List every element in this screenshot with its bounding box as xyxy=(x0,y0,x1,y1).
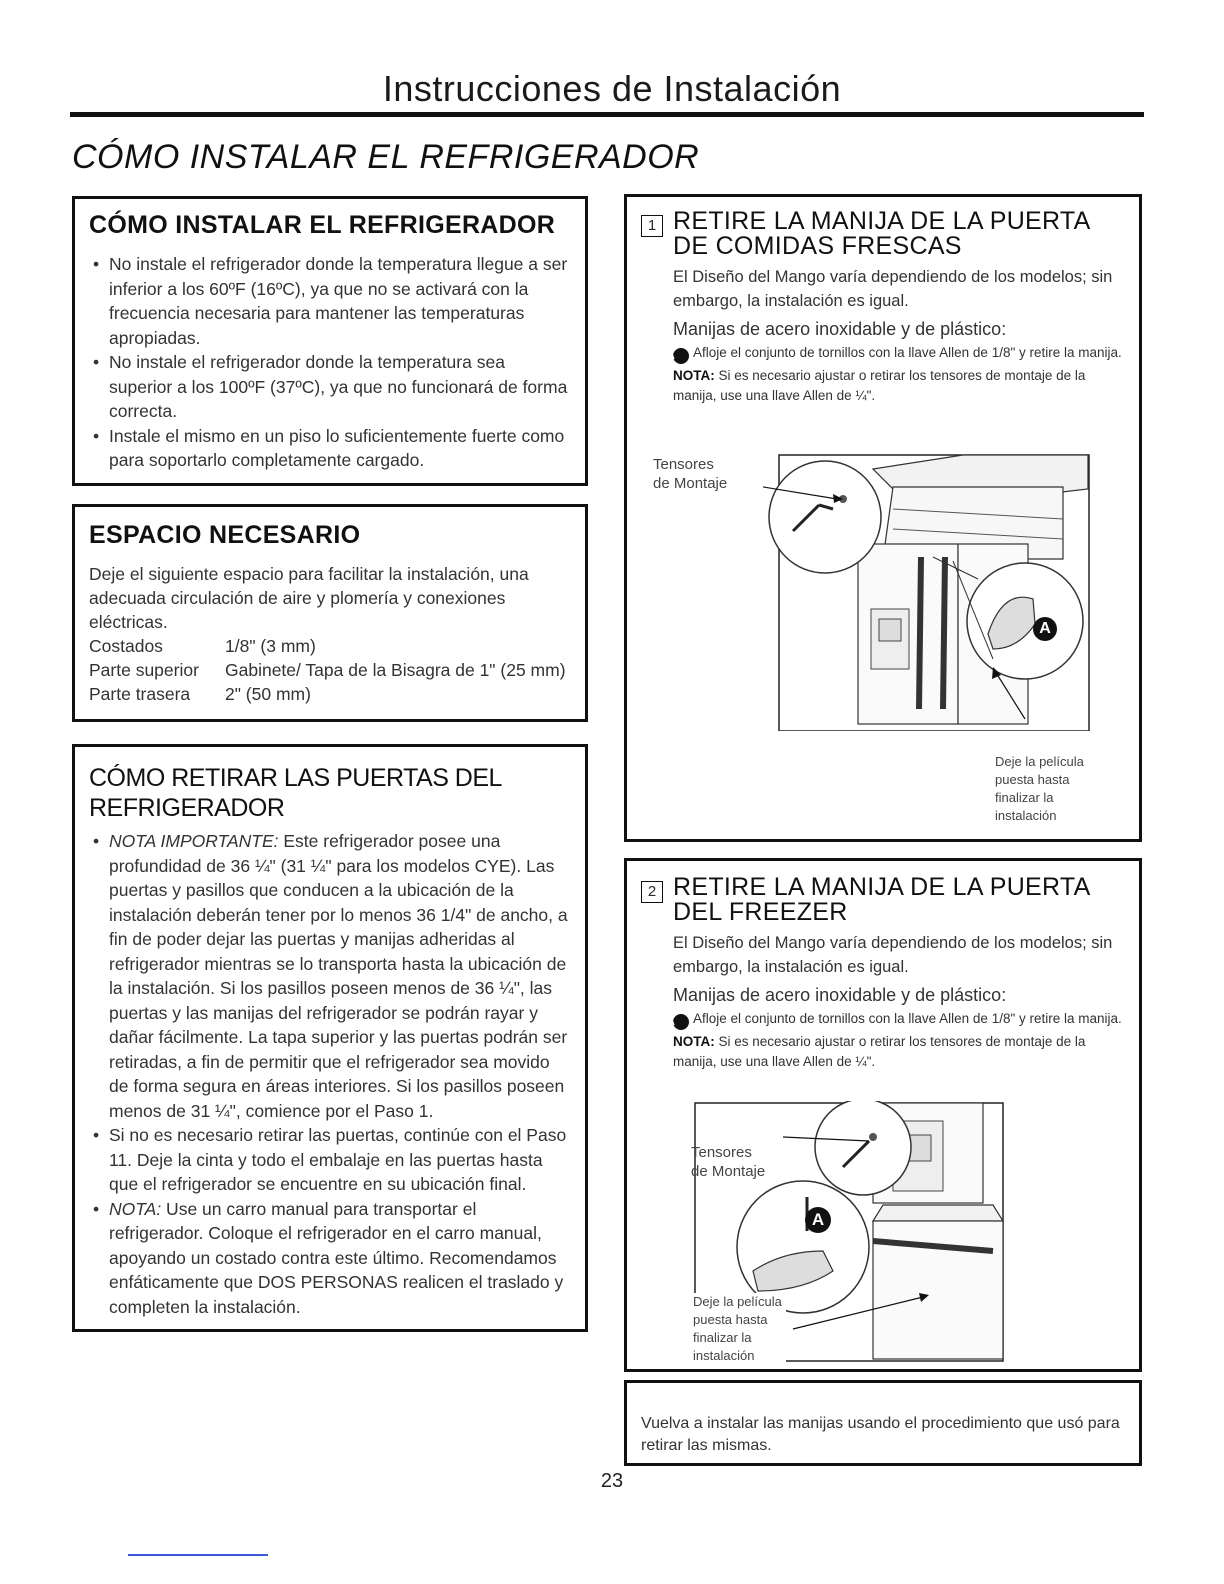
bullet-text: Use un carro manual para transportar el refrigerador. Coloque el refrigerador en el carro manual, apoyando un costado contra este último. Recomendamos enfáticamente que DOS PERSONAS realicen el traslado y completen la instalación. xyxy=(109,1198,564,1317)
caption-line: finalizar la xyxy=(995,790,1054,805)
install-box-title: CÓMO INSTALAR EL REFRIGERADOR xyxy=(89,211,556,239)
step1-fridge-illustration xyxy=(763,449,1093,731)
caption-line: instalación xyxy=(693,1348,755,1363)
space-value: Gabinete/ Tapa de la Bisagra de 1" (25 mm) xyxy=(225,660,566,680)
space-row-top xyxy=(89,658,571,682)
section-title: CÓMO INSTALAR EL REFRIGERADOR xyxy=(72,138,700,176)
step-a-badge: A xyxy=(673,348,689,364)
note-label: NOTA: xyxy=(109,1198,162,1219)
step1-caption xyxy=(995,753,1084,825)
step1-box xyxy=(624,194,1142,842)
footer-link-line xyxy=(128,1554,268,1556)
space-label: Parte trasera xyxy=(89,684,191,704)
instruction-text: Afloje el conjunto de tornillos con la llave Allen de 1/8" y retire la manija. xyxy=(693,1011,1122,1026)
install-box xyxy=(72,196,588,486)
list-item: • No instale el refrigerador donde la temperatura sea superior a los 100ºF (37ºC), ya que no funcionará de forma correcta. xyxy=(89,350,571,424)
remove-doors-bullets xyxy=(89,829,571,1319)
list-item: • Si no es necesario retirar las puertas, continúe con el Paso 11. Deje la cinta y todo el embalaje en las puertas hasta que el refrigerador se encuentre en su ubicación final. xyxy=(89,1123,571,1197)
list-item: • Instale el mismo en un piso lo suficientemente fuerte como para soportarlo completamente cargado. xyxy=(89,424,571,473)
caption-line: Deje la película xyxy=(995,754,1084,769)
step2-instruction xyxy=(667,1009,1125,1030)
step1-design-text: El Diseño del Mango varía dependiendo de los modelos; sin embargo, la instalación es igual. xyxy=(673,268,1113,310)
step2-note xyxy=(673,1032,1125,1072)
page-number: 23 xyxy=(600,1470,624,1492)
page-header-title: Instrucciones de Instalación xyxy=(382,68,842,109)
space-value: 2" (50 mm) xyxy=(225,684,311,704)
step2-box xyxy=(624,858,1142,1372)
list-item: • No instale el refrigerador donde la temperatura llegue a ser inferior a los 60ºF (16ºC), ya que no se activará con la frecuencia necesaria para mantener las temperaturas apropiadas. xyxy=(89,252,571,350)
step2-handles-text: Manijas de acero inoxidable y de plástico: xyxy=(673,985,1007,1005)
title-line: CÓMO RETIRAR LAS PUERTAS DEL xyxy=(89,764,502,792)
label-line: de Montaje xyxy=(653,475,728,492)
label-line: de Montaje xyxy=(691,1163,766,1180)
bullet-text: Este refrigerador posee una profundidad de 36 ¼" (31 ¼" para los modelos CYE). Las puertas y pasillos que conducen a la ubicación de la instalación deberán tener por lo menos 36 1/4" de ancho, a fin de poder dejar las puertas y manijas adheridas al refrigerador mientras se lo transporta hasta la ubicación de la instalación. Si los pasillos poseen menos de 36 ¼", las puertas y las manijas del refrigerador se podrán rayar y dañar fácilmente. La tapa superior y las puertas podrán ser retiradas, a fin de permitir que el refrigerador sea movido de forma segura en áreas interiores. Si los pasillos poseen menos de 31 ¼", comience por el Paso 1. xyxy=(109,831,568,1121)
step1-number: 1 xyxy=(641,215,663,237)
reinstall-text: Vuelva a instalar las manijas usando el procedimiento que usó para retirar las mismas. xyxy=(641,1415,1120,1454)
note-text: Si es necesario ajustar o retirar los tensores de montaje de la manija, use una llave Allen de ¼". xyxy=(673,1034,1086,1069)
step2-fig-badge: A xyxy=(805,1207,831,1233)
space-box xyxy=(72,504,588,722)
title-line: REFRIGERADOR xyxy=(89,794,285,822)
step1-note xyxy=(673,366,1125,406)
important-note-label: NOTA IMPORTANTE: xyxy=(109,831,279,851)
header-divider xyxy=(70,112,1144,117)
caption-line: Deje la película xyxy=(693,1294,782,1309)
step2-heading xyxy=(641,875,1125,925)
step1-figure-label xyxy=(653,455,727,493)
caption-line: finalizar la xyxy=(693,1330,752,1345)
remove-doors-title xyxy=(89,763,571,823)
step1-heading xyxy=(641,209,1125,259)
space-value: 1/8" (3 mm) xyxy=(225,636,316,656)
step2-caption xyxy=(693,1293,786,1365)
space-intro: Deje el siguiente espacio para facilitar la instalación, una adecuada circulación de aire y plomería y conexiones eléctricas. xyxy=(89,564,529,632)
note-text: Si es necesario ajustar o retirar los tensores de montaje de la manija, use una llave Allen de ¼". xyxy=(673,368,1086,403)
caption-line: puesta hasta xyxy=(693,1312,768,1327)
space-label: Parte superior xyxy=(89,660,199,680)
step1-fig-badge: A xyxy=(1033,617,1057,641)
space-row-sides xyxy=(89,634,571,658)
step1-title: RETIRE LA MANIJA DE LA PUERTA DE COMIDAS FRESCAS xyxy=(673,207,1090,260)
step1-instruction xyxy=(667,343,1125,364)
space-box-title: ESPACIO NECESARIO xyxy=(89,521,361,549)
caption-line: puesta hasta xyxy=(995,772,1070,787)
list-item xyxy=(89,1197,571,1320)
reinstall-box xyxy=(624,1380,1142,1466)
step1-handles-text: Manijas de acero inoxidable y de plástico: xyxy=(673,319,1007,339)
step2-title: RETIRE LA MANIJA DE LA PUERTA DEL FREEZER xyxy=(673,873,1090,926)
note-label: NOTA: xyxy=(673,368,715,383)
label-line: Tensores xyxy=(653,456,714,473)
caption-line: instalación xyxy=(995,808,1057,823)
space-row-back xyxy=(89,682,571,706)
step-a-badge: A xyxy=(673,1014,689,1030)
remove-doors-box xyxy=(72,744,588,1332)
step2-figure-label xyxy=(691,1143,765,1181)
instruction-text: Afloje el conjunto de tornillos con la llave Allen de 1/8" y retire la manija. xyxy=(693,345,1122,360)
list-item xyxy=(89,829,571,1123)
space-label: Costados xyxy=(89,636,163,656)
label-line: Tensores xyxy=(691,1144,752,1161)
step2-design-text: El Diseño del Mango varía dependiendo de los modelos; sin embargo, la instalación es igual. xyxy=(673,934,1113,976)
install-bullets xyxy=(89,252,571,473)
note-label: NOTA: xyxy=(673,1034,715,1049)
step2-number: 2 xyxy=(641,881,663,903)
